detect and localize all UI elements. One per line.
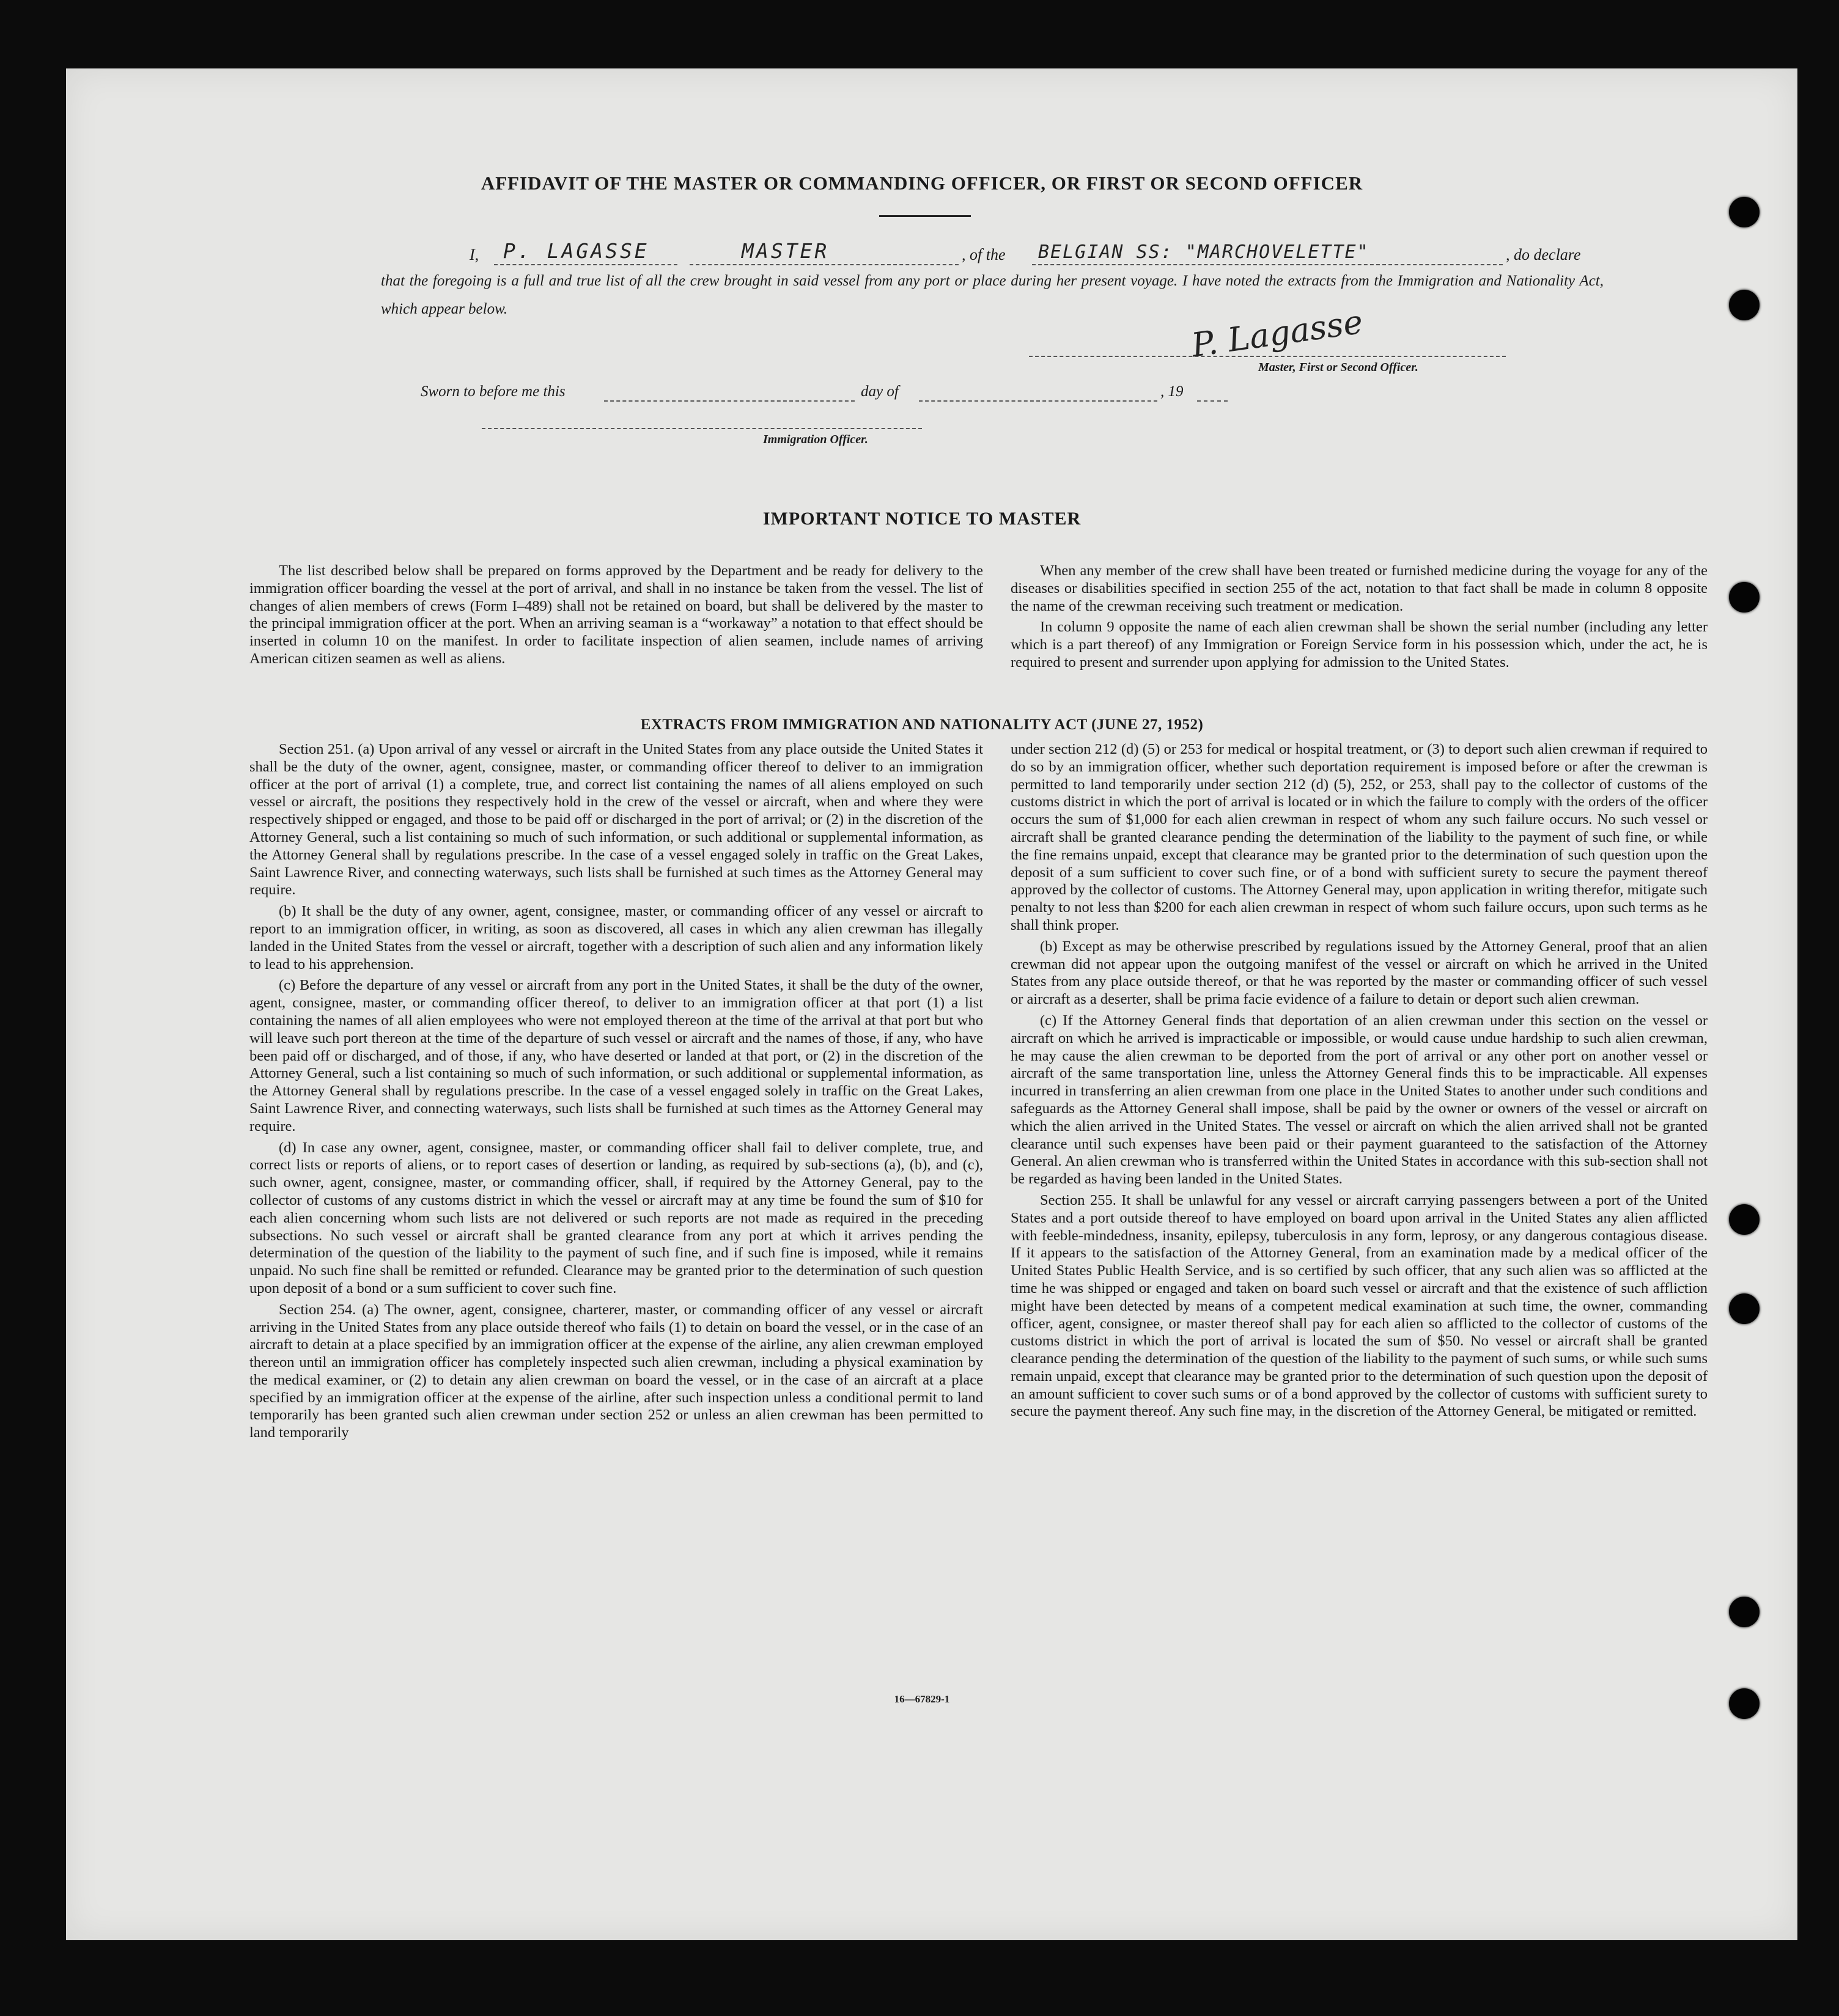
declaration-line (402, 234, 1594, 270)
binder-hole (1729, 290, 1760, 320)
extract-paragraph: (d) In case any owner, agent, consignee, master, or commanding officer shall fail to deliver complete, true, and correct lists or reports of aliens, or to report cases of desertion or landing, as required by sub-sections (a), (b), and (c), such owner, agent, consignee, master, or commanding officer, shall, if required by the Attorney General, pay to the collector of customs of any customs district in which the vessel or aircraft may at any time be found the sum of $10 for each alien concerning whom such lists are not delivered or such reports are not made as required in the preceding subsections. No such vessel or aircraft shall be granted clearance from any port at which it arrives pending the determination of the question of the liability to the payment of such fine, and if such fine is imposed, while it remains unpaid. No such fine shall be remitted or refunded. Clearance may be granted prior to the determination of such question upon deposit of a bond or a sum sufficient to cover such fine. (249, 1139, 983, 1297)
name-underline (494, 264, 677, 265)
extracts-right-column (1011, 741, 1708, 1421)
document-page (66, 68, 1797, 1940)
rank-field: MASTER (742, 239, 830, 263)
master-signature: P. Lagasse (1189, 302, 1365, 365)
extract-paragraph: Section 255. It shall be unlawful for any vessel or aircraft carrying passengers between a port of the United States and a port outside thereof to have employed on board upon arrival in the United States any alien afflicted with feeble-mindedness, insanity, epilepsy, tuberculosis in any form, leprosy, or any dangerous contagious disease. If it appears to the satisfaction of the Attorney General, from an examination made by a medical officer of the United States Public Health Service, and is so certified by such officer, that any such alien was so afflicted at the time he was shipped or engaged and taken on board such vessel or aircraft and that the existence of such affliction might have been detected by means of a competent medical examination at such time, the owner, commanding officer, agent, consignee, or master thereof shall pay for each alien so afflicted to the collector of customs of the customs district in which the port of arrival is located the sum of $50. No vessel or aircraft shall be granted clearance pending the determination of the question of the liability to the payment of such sums, or while such sums remain unpaid, except that clearance may be granted prior to the determination of such question upon the deposit of an amount sufficient to cover such sums or of a bond approved by the collector of customs with sufficient surety to secure the payment thereof. Any such fine may, in the discretion of the Attorney General, be mitigated or remitted. (1011, 1191, 1708, 1420)
decl-prefix: I, (470, 246, 479, 263)
immigration-officer-line (482, 428, 922, 429)
extract-paragraph: (b) It shall be the duty of any owner, agent, consignee, master, or commanding officer of any vessel or aircraft to report to an immigration officer, in writing, as soon as discovered, all cases in which any alien crewman has illegally landed in the United States from the vessel or aircraft, together with a description of such alien and any information likely to lead to his apprehension. (249, 903, 983, 973)
signature-caption: Master, First or Second Officer. (1258, 361, 1418, 374)
decl-of-the: , of the (962, 246, 1006, 263)
sworn-line (421, 377, 1307, 408)
notice-title: IMPORTANT NOTICE TO MASTER (762, 509, 1082, 529)
notice-paragraph: In column 9 opposite the name of each alien crewman shall be shown the serial number (including any letter which is a part thereof) of any Immigration or Foreign Service form in his possession which, under the act, he is required to present and surrender upon applying for admission to the United States. (1011, 619, 1708, 671)
signature-line (1029, 356, 1506, 357)
notice-paragraph: The list described below shall be prepared on forms approved by the Department and be ready for delivery to the immigration officer boarding the vessel at the port of arrival, and shall in no instance be taken from the vessel. The list of changes of alien members of crews (Form I–489) shall not be retained on board, but shall be delivered by the master to the principal immigration officer at the port. When an arriving seaman is a “workaway” a notation to that effect should be inserted in column 10 on the manifest. In order to facilitate inspection of alien seamen, include names of arriving American citizen seamen as well as aliens. (249, 562, 983, 667)
sworn-year: , 19 (1160, 383, 1184, 400)
sworn-day-blank (604, 400, 855, 402)
binder-hole (1729, 582, 1760, 613)
rank-underline (690, 264, 959, 265)
binder-hole (1729, 1204, 1760, 1235)
sworn-prefix: Sworn to before me this (421, 383, 566, 400)
sworn-month-blank (919, 400, 1157, 402)
declaration-statement: that the foregoing is a full and true list of all the crew brought in said vessel from any port or place during her present voyage. I have noted the extracts from the Immigration and Nationality Act, which appear below. (381, 273, 1604, 317)
extract-paragraph: Section 251. (a) Upon arrival of any vessel or aircraft in the United States from any place outside the United States it shall be the duty of the owner, agent, consignee, master, or commanding officer thereof to deliver to an immigration officer at the port of arrival (1) a complete, true, and correct list containing the names of all aliens employed on such vessel or aircraft, the positions they respectively hold in the crew of the vessel or aircraft, when and where they were respectively shipped or engaged, and those to be paid off or discharged in the port of arrival; or (2) in the discretion of the Attorney General, such a list containing so much of such information, or such additional or supplemental information, as the Attorney General shall by regulations prescribe. In the case of a vessel engaged solely in traffic on the Great Lakes, Saint Lawrence River, and connecting waterways, such lists shall be furnished at such times as the Attorney General may require. (249, 741, 983, 899)
binder-hole (1729, 197, 1760, 227)
binder-hole (1729, 1293, 1760, 1324)
extract-paragraph: (c) Before the departure of any vessel or aircraft from any port in the United States, it shall be the duty of the owner, agent, consignee, master, or commanding officer thereof, to deliver to an immigration officer at that port (1) a list containing the names of all alien employees who were not employed thereon at the time of the arrival at that port but who will leave such port thereon at the time of the departure of such vessel or aircraft and the names of those, if any, who have been paid off or discharged, and of those, if any, who have deserted or landed at that port, or (2) in the discretion of the Attorney General, such a list containing so much of such information, or such additional or supplemental information, as the Attorney General shall by regulations prescribe. In the case of a vessel engaged solely in traffic on the Great Lakes, Saint Lawrence River, and connecting waterways, such lists shall be furnished at such times as the Attorney General may require. (249, 977, 983, 1135)
immigration-officer-caption: Immigration Officer. (763, 433, 868, 446)
extracts-title: EXTRACTS FROM IMMIGRATION AND NATIONALITY ACT (JUNE 27, 1952) (640, 716, 1204, 733)
sworn-year-blank (1197, 400, 1228, 402)
extract-paragraph: under section 212 (d) (5) or 253 for medical or hospital treatment, or (3) to deport such alien crewman if required to do so by an immigration officer, whether such deportation requirement is imposed before or after the crewman is permitted to land temporarily under section 212 (d) (5), 252, or 253, shall pay to the collector of customs of the customs district in which the port of arrival is located or in which the failure to comply with the orders of the officer occurs the sum of $1,000 for each alien crewman in respect of whom any such failure occurs. No such vessel or aircraft shall be granted clearance pending the determination of the liability to the payment of such fine, or while the fine remains unpaid, except that clearance may be granted prior to the determination of such question upon the deposit of a sum sufficient to cover such fine, or of a bond with sufficient surety to secure the payment thereof approved by the collector of customs. The Attorney General may, upon application in writing therefor, mitigate such penalty to not less than $200 for each alien crewman in respect of whom such failure occurs, upon such terms as he shall think proper. (1011, 741, 1708, 933)
master-name-field: P. LAGASSE (503, 239, 649, 263)
affidavit-title: AFFIDAVIT OF THE MASTER OR COMMANDING OFFICER, OR FIRST OR SECOND OFFICER (481, 172, 1363, 194)
extract-paragraph: (c) If the Attorney General finds that deportation of an alien crewman under this section on the vessel or aircraft on which he arrived is impracticable or impossible, or would cause undue hardship to such alien crewman, he may cause the alien crewman to be deported from the port of arrival or any other port on another vessel or aircraft of the same transportation line, unless the Attorney General finds this to be impracticable. All expenses incurred in transferring an alien crewman from one place in the United States to another under such conditions and safeguards as the Attorney General shall impose, shall be paid by the owner or owners of the vessel or aircraft on which the alien arrived in the United States. The vessel or aircraft on which the alien arrived shall not be granted clearance until such expenses have been paid or their payment guaranteed to the satisfaction of the Attorney General. An alien crewman who is transferred within the United States in accordance with this sub-section shall not be regarded as having been landed in the United States. (1011, 1012, 1708, 1188)
extracts-left-column (249, 741, 983, 1442)
vessel-underline (1032, 264, 1503, 265)
extract-paragraph: (b) Except as may be otherwise prescribed by regulations issued by the Attorney General, proof that an alien crewman did not appear upon the outgoing manifest of the vessel or aircraft on which he arrived in the United States from any place outside thereof, or that he was reported by the master or commanding officer of such vessel or aircraft as a deserter, shall be prima facie evidence of a failure to detain or deport such alien crewman. (1011, 938, 1708, 1008)
form-number: 16—67829-1 (894, 1693, 950, 1705)
notice-right-column (1011, 562, 1708, 672)
extract-paragraph: Section 254. (a) The owner, agent, consignee, charterer, master, or commanding officer of any vessel or aircraft arriving in the United States from any place outside thereof who fails (1) to detain on board the vessel, or in the case of an aircraft to detain at a place specified by an immigration officer at the expense of the airline, any alien crewman employed thereon until an immigration officer has completely inspected such alien crewman, including a physical examination by the medical examiner, or (2) to detain any alien crewman on board the vessel, or in the case of an aircraft at a place specified by an immigration officer at the expense of the airline, after such inspection unless a conditional permit to land temporarily has been granted such alien crewman under section 252 or unless an alien crewman has been permitted to land temporarily (249, 1301, 983, 1441)
binder-hole (1729, 1688, 1760, 1719)
binder-hole (1729, 1597, 1760, 1627)
notice-paragraph: When any member of the crew shall have been treated or furnished medicine during the voyage for any of the diseases or disabilities specified in section 255 of the act, notation to that fact shall be made in column 8 opposite the name of the crewman receiving such treatment or medication. (1011, 562, 1708, 614)
notice-left-column (249, 562, 983, 668)
title-rule (879, 215, 971, 217)
vessel-field: BELGIAN SS: "MARCHOVELETTE" (1038, 241, 1369, 263)
decl-suffix: , do declare (1506, 246, 1581, 263)
sworn-day-of: day of (861, 383, 899, 400)
